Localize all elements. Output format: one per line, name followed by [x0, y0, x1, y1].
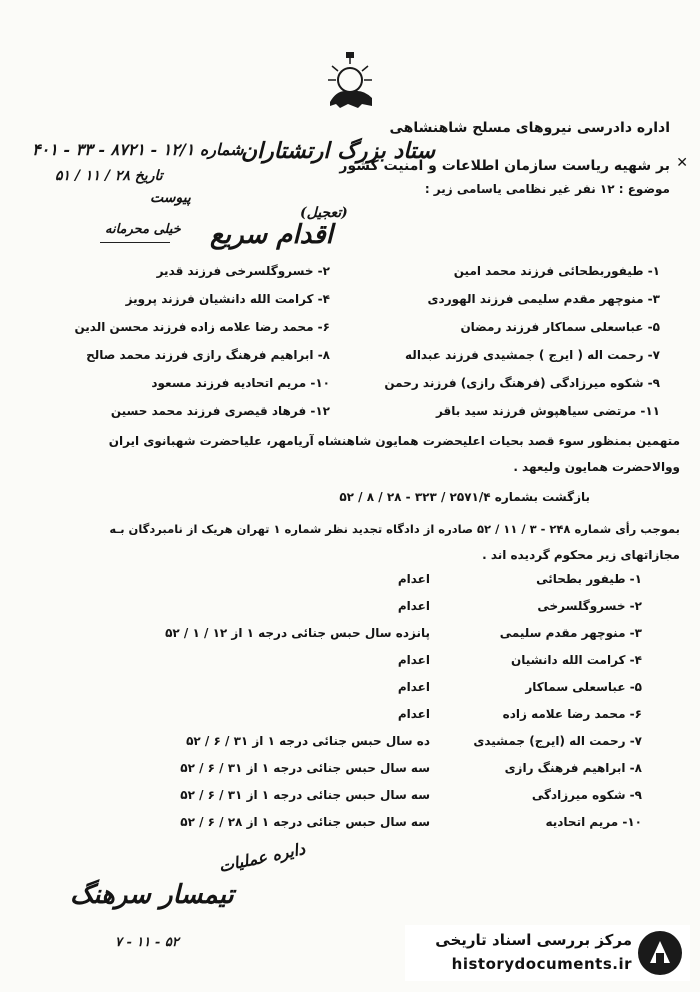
org-title: ستاد بزرگ ارتشتاران [240, 138, 435, 164]
sentence-name: ۷- رحمت اله (ایرج) جمشیدی [473, 734, 642, 748]
defendant-item: ۳- منوچهر مقدم سلیمی فرزند الهوردی [427, 292, 660, 306]
cross-mark: ✕ [676, 155, 688, 171]
defendant-item: ۷- رحمت اله ( ایرج ) جمشیدی فرزند عبداله [405, 348, 660, 362]
signature: تیمسار سرهنگ [70, 880, 234, 910]
urgency-prefix: (تعجیل) [300, 205, 348, 221]
sentence-name: ۱۰- مریم اتحادیه [545, 815, 642, 829]
defendant-item: ۴- کرامت الله دانشیان فرزند پرویز [125, 292, 330, 306]
handwritten-note: دایره عملیات [216, 839, 307, 876]
sentence-name: ۶- محمد رضا علامه زاده [502, 707, 642, 721]
sentence-name: ۳- منوچهر مقدم سلیمی [499, 626, 642, 640]
sentence-name: ۱- طیفور بطحائی [536, 572, 642, 586]
urgency-stamp: اقدام سریع [210, 220, 333, 250]
charge-line-1: متهمین بمنظور سوء قصد بحیات اعلیحضرت همایون شاهنشاه آریامهر، علیاحضرت شهبانوی ایران [108, 434, 680, 448]
defendant-item: ۱۲- فرهاد قیصری فرزند محمد حسین [110, 404, 330, 418]
attachment-label: پیوست [150, 190, 191, 206]
sentence-name: ۵- عباسعلی سماکار [525, 680, 642, 694]
watermark-logo-icon [636, 929, 684, 977]
subject-line: موضوع : ۱۲ نفر غیر نظامی یاسامی زیر : [424, 182, 670, 196]
sentence-name: ۸- ابراهیم فرهنگ رازی [504, 761, 642, 775]
return-reference: بازگشت بشماره ۲۵۷۱/۴ / ۳۲۳ - ۲۸ / ۸ / ۵۲ [339, 490, 590, 504]
defendant-item: ۹- شکوه میرزادگی (فرهنگ رازی) فرزند رحمن [384, 376, 660, 390]
lion-and-sun-emblem [318, 50, 382, 114]
classification-underline [100, 242, 170, 243]
classification: خیلی محرمانه [105, 222, 181, 237]
defendant-item: ۲- خسروگلسرخی فرزند قدیر [156, 264, 330, 278]
sentence-verdict: پانزده سال حبس جنائی درجه ۱ از ۱۲ / ۱ / ۵۲ [165, 626, 430, 640]
sentence-verdict: ده سال حبس جنائی درجه ۱ از ۳۱ / ۶ / ۵۲ [186, 734, 430, 748]
sentence-verdict: اعدام [397, 572, 430, 586]
defendant-item: ۸- ابراهیم فرهنگ رازی فرزند محمد صالح [86, 348, 330, 362]
sentence-verdict: سه سال حبس جنائی درجه ۱ از ۳۱ / ۶ / ۵۲ [180, 761, 430, 775]
sentence-verdict: اعدام [397, 707, 430, 721]
sentence-verdict: اعدام [397, 680, 430, 694]
defendant-item: ۱- طیفوربطحائی فرزند محمد امین [453, 264, 660, 278]
sentence-verdict: سه سال حبس جنائی درجه ۱ از ۲۸ / ۶ / ۵۲ [180, 815, 430, 829]
charge-line-2: ووالاحضرت همایون ولیعهد . [513, 460, 680, 474]
verdict-line-2: مجازاتهای زیر محکوم گردیده اند . [482, 548, 680, 562]
sentence-verdict: اعدام [397, 653, 430, 667]
reference-number: شماره ۱۲/۱ - ۸۷۲۱ - ۳۳ - ۴۰۱ [32, 140, 244, 159]
sentence-name: ۹- شکوه میرزادگی [531, 788, 642, 802]
sentence-name: ۲- خسروگلسرخی [537, 599, 642, 613]
defendant-item: ۱۰- مریم اتحادیه فرزند مسعود [151, 376, 330, 390]
watermark-org: مرکز بررسی اسناد تاریخی [435, 931, 632, 949]
defendant-item: ۶- محمد رضا علامه زاده فرزند محسن الدین [74, 320, 330, 334]
sentence-name: ۴- کرامت الله دانشیان [511, 653, 642, 667]
org-line: اداره دادرسی نیروهای مسلح شاهنشاهی [389, 120, 670, 136]
sentence-verdict: سه سال حبس جنائی درجه ۱ از ۳۱ / ۶ / ۵۲ [180, 788, 430, 802]
watermark [405, 925, 690, 981]
recipient-line: بر شهیه ریاست سازمان اطلاعات و امنیت کشور [339, 158, 670, 174]
defendant-item: ۱۱- مرتضی سیاهپوش فرزند سید باقر [435, 404, 660, 418]
watermark-url: historydocuments.ir [451, 955, 632, 973]
footer-code: ۷ - ۱۱ - ۵۲ [115, 935, 179, 950]
sentence-verdict: اعدام [397, 599, 430, 613]
reference-date: تاریخ ۲۸ / ۱۱ / ۵۱ [55, 168, 163, 184]
verdict-line-1: بموجب رأی شماره ۲۴۸ - ۳ / ۱۱ / ۵۲ صادره از دادگاه تجدید نظر شماره ۱ تهران هریک از نامبردگان بـه [109, 522, 680, 536]
defendant-item: ۵- عباسعلی سماکار فرزند رمضان [460, 320, 660, 334]
